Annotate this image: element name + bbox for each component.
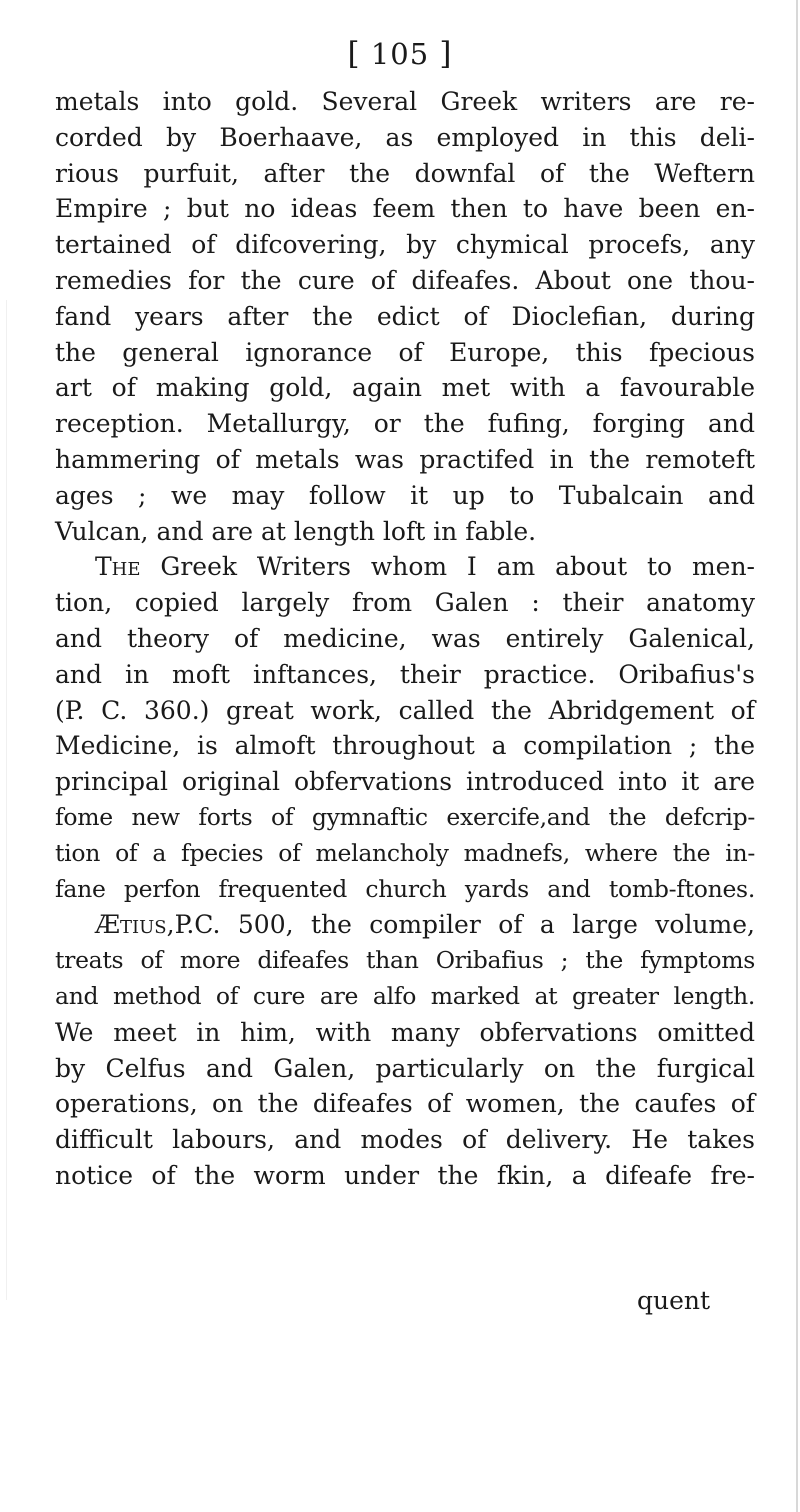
body-text (55, 84, 755, 1194)
text-line: tion of a fpecies of melancholy madnefs, where the in- (55, 838, 755, 867)
text-line: tertained of difcovering, by chymical procefs, any (55, 230, 755, 260)
paragraph-start-line (55, 549, 755, 585)
text-line: operations, on the difeafes of women, the caufes of (55, 1089, 755, 1119)
text-line: the general ignorance of Europe, this fpecious (55, 337, 755, 367)
text-line: art of making gold, again met with a favourable (55, 373, 755, 403)
text-line: corded by Boerhaave, as employed in this deli- (55, 122, 755, 152)
text-line: ages ; we may follow it up to Tubalcain and (55, 480, 755, 510)
text-line: fane perfon frequented church yards and tomb-ftones. (55, 874, 755, 903)
header-close-bracket: ] (439, 36, 453, 72)
paragraph-start-line (55, 907, 755, 943)
page-gutter-shadow (6, 300, 7, 1300)
header-open-bracket: [ (347, 36, 361, 72)
text-line: tion, copied largely from Galen : their anatomy (55, 588, 755, 618)
paragraph-line-rest: Greek Writers whom I am about to men- (140, 552, 755, 582)
paragraph-lead-word: Ætius (95, 910, 167, 940)
text-line: rious purfuit, after the downfal of the Weftern (55, 158, 755, 188)
text-line: principal original obfervations introduced into it are (55, 767, 755, 797)
text-line: hammering of metals was practifed in the remoteft (55, 444, 755, 474)
text-line: reception. Metallurgy, or the fufing, forging and (55, 409, 755, 439)
catchword: quent (637, 1286, 711, 1315)
text-line: (P. C. 360.) great work, called the Abridgement of (55, 695, 755, 725)
text-line: and theory of medicine, was entirely Galenical, (55, 623, 755, 653)
text-line: difficult labours, and modes of delivery. He takes (55, 1125, 755, 1155)
page-number-header (0, 36, 800, 72)
text-line: Empire ; but no ideas feem then to have been en- (55, 194, 755, 224)
text-line: fand years after the edict of Dioclefian, during (55, 301, 755, 331)
text-line: by Celfus and Galen, particularly on the furgical (55, 1053, 755, 1083)
text-line: Medicine, is almoft throughout a compilation ; the (55, 731, 755, 761)
page-number: 105 (370, 37, 430, 71)
text-line: notice of the worm under the fkin, a difeafe fre- (55, 1160, 755, 1190)
text-line: We meet in him, with many obfervations omitted (55, 1017, 755, 1047)
text-line: fome new forts of gymnaftic exercife,and the defcrip- (55, 802, 755, 831)
text-line: metals into gold. Several Greek writers are re- (55, 87, 755, 116)
paragraph-line-rest: ,P.C. 500, the compiler of a large volume, (166, 910, 755, 940)
paragraph-lead-word: The (95, 552, 141, 582)
text-line: treats of more difeafes than Oribafius ; the fymptoms (55, 946, 755, 975)
text-line: Vulcan, and are at length loft in fable. (55, 516, 537, 546)
text-line: remedies for the cure of difeafes. About one thou- (55, 265, 755, 295)
text-line: and in moft inftances, their practice. Oribafius's (55, 659, 755, 689)
text-line: and method of cure are alfo marked at greater length. (55, 981, 755, 1010)
page-edge-shadow (796, 0, 798, 1512)
